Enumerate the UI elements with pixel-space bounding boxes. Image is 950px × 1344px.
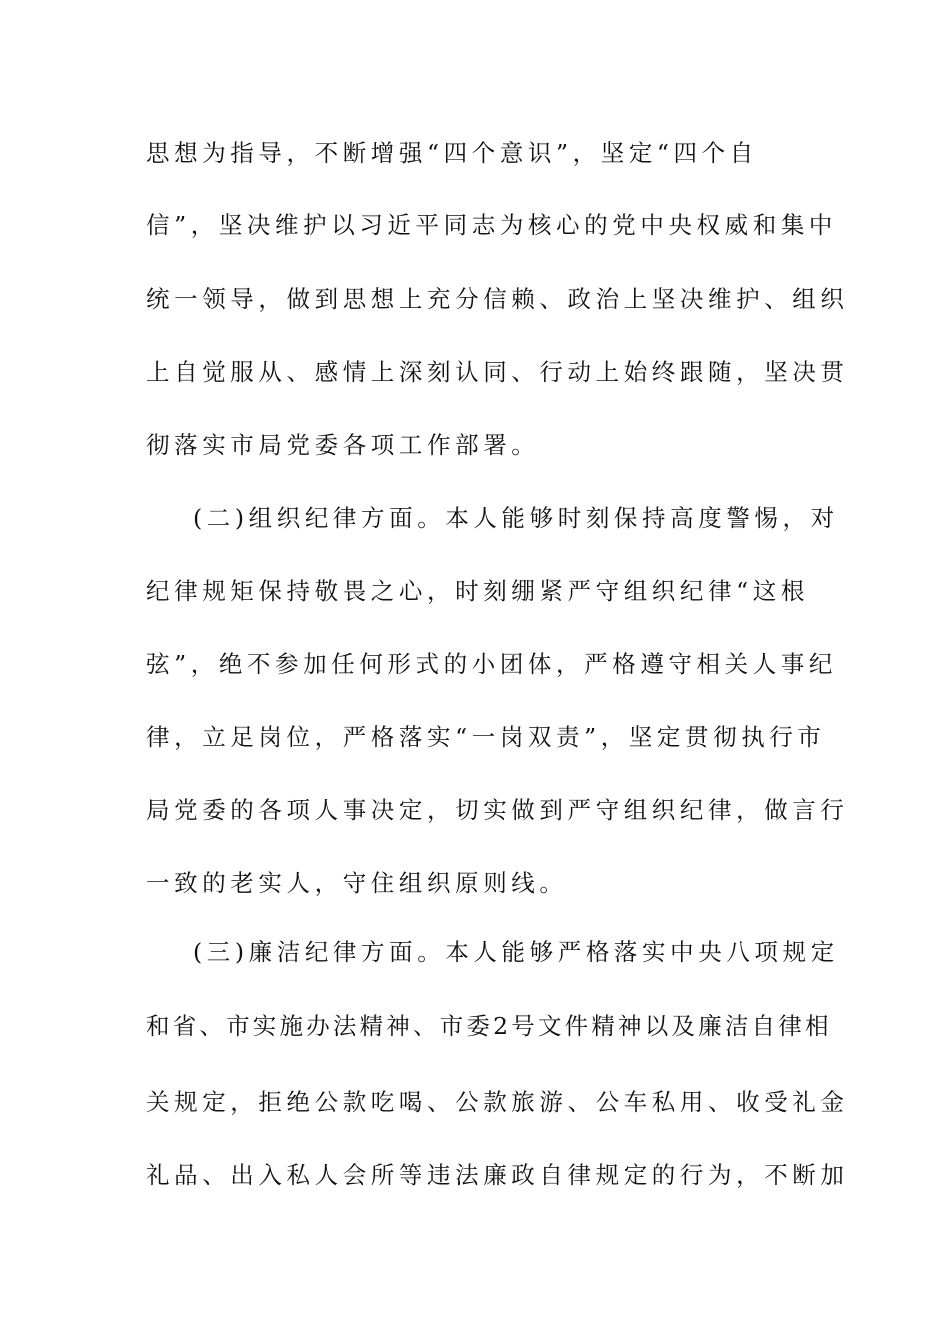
text-line: 上自觉服从、感情上深刻认同、行动上始终跟随，坚决贯	[146, 358, 849, 386]
text-line: 一致的老实人，守住组织原则线。	[146, 869, 568, 897]
text-line: 彻落实市局党委各项工作部署。	[146, 431, 540, 459]
text-line: 局党委的各项人事决定，切实做到严守组织纪律，做言行	[146, 796, 849, 824]
text-line: 信”，坚决维护以习近平同志为核心的党中央权威和集中	[146, 211, 838, 239]
text-line: 关规定，拒绝公款吃喝、公款旅游、公车私用、收受礼金	[146, 1088, 849, 1116]
text-line: 律，立足岗位，严格落实“一岗双责”，坚定贯彻执行市	[146, 723, 826, 751]
paragraph-start-line: (三)廉洁纪律方面。本人能够严格落实中央八项规定	[193, 938, 839, 966]
paragraph-start-line: (二)组织纪律方面。本人能够时刻保持高度警惕，对	[193, 504, 839, 532]
text-line: 弦”，绝不参加任何形式的小团体，严格遵守相关人事纪	[146, 650, 838, 678]
text-line: 思想为指导，不断增强“四个意识”，坚定“四个自	[146, 139, 758, 167]
text-line: 和省、市实施办法精神、市委2号文件精神以及廉洁自律相	[146, 1012, 832, 1040]
text-line: 纪律规矩保持敬畏之心，时刻绷紧严守组织纪律“这根	[146, 577, 809, 605]
text-line: 礼品、出入私人会所等违法廉政自律规定的行为，不断加	[146, 1161, 849, 1189]
text-line: 统一领导，做到思想上充分信赖、政治上坚决维护、组织	[146, 285, 849, 313]
